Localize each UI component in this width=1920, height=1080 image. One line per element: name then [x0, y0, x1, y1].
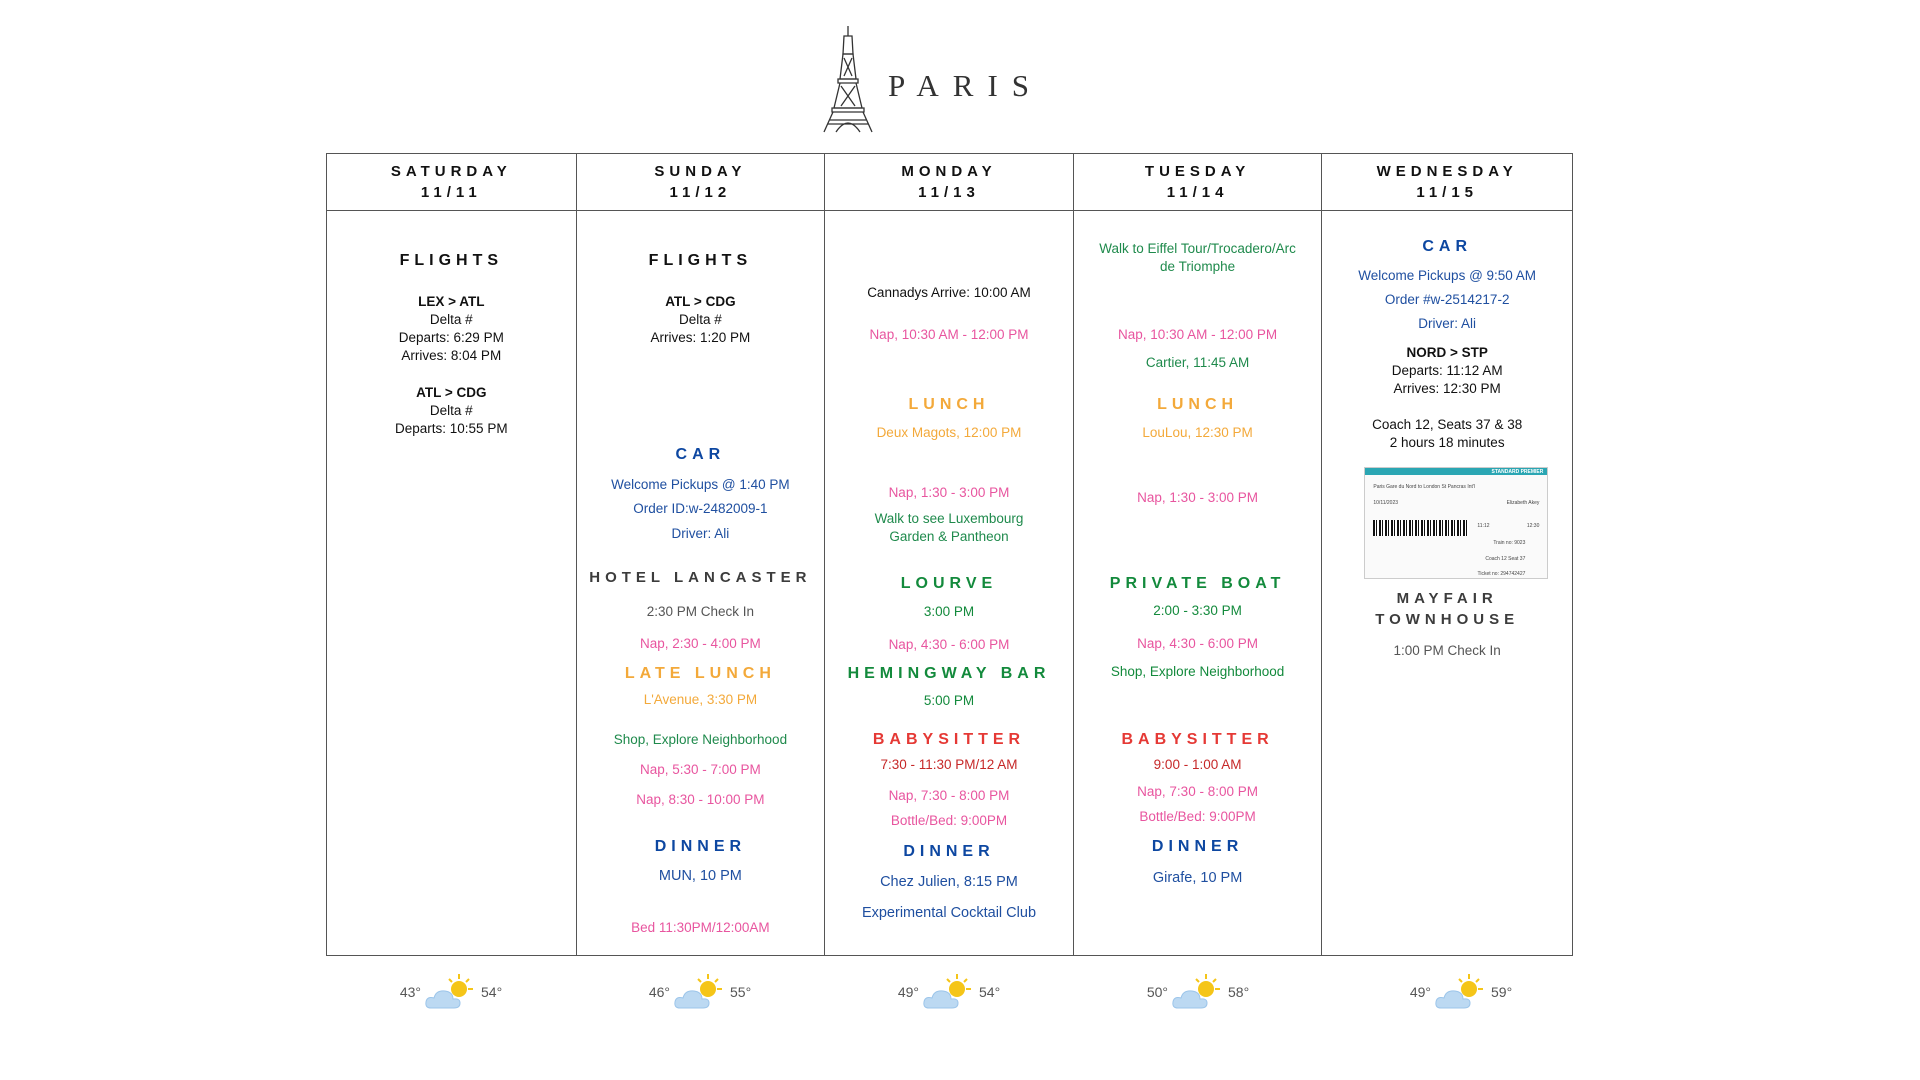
walk-entry: de Triomphe: [1160, 259, 1236, 274]
lunch-heading: LUNCH: [908, 396, 990, 413]
nap-entry: Nap, 10:30 AM - 12:00 PM: [869, 327, 1029, 342]
day-name: TUESDAY: [1144, 163, 1251, 180]
ticket-arr: 12:30: [1526, 523, 1540, 529]
day-header: [825, 154, 1073, 211]
day-column-saturday: [327, 154, 577, 955]
day-name: WEDNESDAY: [1376, 163, 1518, 180]
day-name: MONDAY: [901, 163, 997, 180]
weather-forecast: [1098, 972, 1298, 1012]
nap-entry: Nap, 4:30 - 6:00 PM: [1137, 636, 1258, 651]
train-duration: 2 hours 18 minutes: [1389, 435, 1505, 450]
partly-sunny-icon: [1170, 972, 1226, 1012]
walk-entry: Garden & Pantheon: [889, 529, 1009, 544]
ticket-date: 10/11/2023: [1373, 500, 1399, 506]
late-lunch-heading: LATE LUNCH: [624, 665, 776, 682]
boat-time: 2:00 - 3:30 PM: [1153, 603, 1242, 618]
dinner-heading: DINNER: [654, 838, 747, 855]
weather-high: 58°: [1228, 984, 1250, 1000]
bed-entry: Bed 11:30PM/12:00AM: [631, 920, 770, 935]
activity-entry: Shop, Explore Neighborhood: [1110, 664, 1285, 679]
activity-entry: Shop, Explore Neighborhood: [613, 732, 788, 747]
day-name: SUNDAY: [654, 163, 747, 180]
train-ticket-image: [1364, 467, 1548, 579]
hotel-checkin: 1:00 PM Check In: [1393, 643, 1501, 658]
flight-route: ATL > CDG: [416, 385, 487, 400]
nap-entry: Nap, 2:30 - 4:00 PM: [639, 636, 761, 651]
weather-high: 55°: [730, 984, 752, 1000]
weather-low: 49°: [1409, 984, 1431, 1000]
dinner-heading: DINNER: [903, 843, 995, 860]
lunch-place: LouLou, 12:30 PM: [1142, 425, 1253, 440]
flight-departs: Departs: 6:29 PM: [398, 330, 504, 345]
train-route: NORD > STP: [1406, 345, 1488, 360]
eiffel-tower-icon: [820, 24, 876, 134]
nap-entry: Nap, 4:30 - 6:00 PM: [888, 637, 1010, 652]
train-coach: Coach 12, Seats 37 & 38: [1372, 417, 1523, 432]
nap-entry: Nap, 7:30 - 8:00 PM: [1137, 784, 1258, 799]
ticket-dep: 11:12: [1477, 523, 1490, 529]
weather-low: 50°: [1146, 984, 1168, 1000]
car-heading: CAR: [675, 446, 726, 463]
day-header: [577, 154, 825, 211]
dinner-place: MUN, 10 PM: [658, 868, 742, 884]
weather-forecast: [351, 972, 551, 1012]
hotel-heading: HOTEL LANCASTER: [589, 569, 812, 586]
louvre-time: 3:00 PM: [923, 604, 975, 619]
car-driver: Driver: Ali: [1418, 316, 1477, 331]
bar-time: 5:00 PM: [923, 693, 975, 708]
lunch-place: Deux Magots, 12:00 PM: [876, 425, 1022, 440]
day-date: 11/13: [918, 184, 980, 201]
day-header: [327, 154, 576, 211]
nap-entry: Nap, 7:30 - 8:00 PM: [888, 788, 1010, 803]
ticket-route: Paris Gare du Nord to London St Pancras Int'l: [1373, 484, 1475, 490]
day-date: 11/14: [1166, 184, 1229, 201]
page-title: PARIS: [888, 68, 1044, 103]
weather-high: 54°: [979, 984, 1001, 1000]
flight-carrier: Delta #: [679, 312, 722, 327]
weather-high: 59°: [1491, 984, 1513, 1000]
weather-high: 54°: [481, 984, 503, 1000]
header: [0, 0, 1920, 150]
day-column-sunday: [577, 154, 826, 955]
weather-forecast: [600, 972, 800, 1012]
day-header: [1322, 154, 1572, 211]
car-pickup: Welcome Pickups @ 9:50 AM: [1358, 268, 1537, 283]
ticket-passenger: Elizabeth Akey: [1506, 500, 1540, 506]
partly-sunny-icon: [1433, 972, 1489, 1012]
dinner-place: Chez Julien, 8:15 PM: [880, 874, 1018, 890]
babysitter-heading: BABYSITTER: [1121, 731, 1274, 748]
car-pickup: Welcome Pickups @ 1:40 PM: [611, 477, 790, 492]
flight-departs: Departs: 10:55 PM: [395, 421, 508, 436]
babysitter-time: 7:30 - 11:30 PM/12 AM: [880, 757, 1018, 772]
ticket-number: Ticket no: 294742427: [1477, 571, 1526, 577]
day-column-monday: [825, 154, 1074, 955]
ticket-train: Train no: 9023: [1493, 540, 1526, 546]
weather-low: 43°: [399, 984, 421, 1000]
dinner-heading: DINNER: [1151, 838, 1244, 855]
flights-heading: FLIGHTS: [648, 252, 753, 269]
weather-forecast: [1361, 972, 1561, 1012]
train-departs: Departs: 11:12 AM: [1391, 363, 1503, 378]
flight-carrier: Delta #: [429, 403, 473, 418]
itinerary-grid: [326, 153, 1573, 956]
weather-low: 46°: [648, 984, 670, 1000]
partly-sunny-icon: [921, 972, 977, 1012]
flights-heading: FLIGHTS: [399, 252, 504, 269]
flight-route: LEX > ATL: [418, 294, 485, 309]
day-date: 11/15: [1416, 184, 1479, 201]
lunch-heading: LUNCH: [1157, 396, 1239, 413]
nap-entry: Nap, 1:30 - 3:00 PM: [1137, 490, 1258, 505]
cartier-entry: Cartier, 11:45 AM: [1145, 355, 1250, 370]
louvre-heading: LOURVE: [900, 575, 998, 592]
nap-entry: Nap, 8:30 - 10:00 PM: [636, 792, 765, 807]
day-column-wednesday: [1322, 154, 1572, 955]
day-date: 11/12: [669, 184, 732, 201]
flight-arrives: Arrives: 8:04 PM: [401, 348, 502, 363]
day-column-tuesday: [1074, 154, 1323, 955]
boat-heading: PRIVATE BOAT: [1109, 575, 1286, 592]
partly-sunny-icon: [672, 972, 728, 1012]
babysitter-time: 9:00 - 1:00 AM: [1153, 757, 1242, 772]
car-order: Order #w-2514217-2: [1384, 292, 1510, 307]
dinner-extra: Experimental Cocktail Club: [861, 905, 1037, 921]
flight-carrier: Delta #: [429, 312, 473, 327]
arrival-entry: Cannadys Arrive: 10:00 AM: [867, 285, 1031, 300]
car-heading: CAR: [1422, 238, 1472, 255]
ticket-brand: STANDARD PREMIER: [1491, 469, 1544, 475]
walk-entry: Walk to see Luxembourg: [874, 511, 1024, 526]
flight-arrives: Arrives: 1:20 PM: [650, 330, 751, 345]
barcode-icon: [1373, 520, 1469, 536]
walk-entry: Walk to Eiffel Tour/Trocadero/Arc: [1099, 241, 1296, 256]
day-header: [1074, 154, 1322, 211]
flight-route: ATL > CDG: [665, 294, 736, 309]
day-date: 11/11: [420, 184, 482, 201]
car-order: Order ID:w-2482009-1: [633, 501, 768, 516]
hotel-heading: TOWNHOUSE: [1375, 611, 1520, 628]
bar-heading: HEMINGWAY BAR: [847, 665, 1051, 682]
bottle-entry: Bottle/Bed: 9:00PM: [890, 813, 1008, 828]
weather-low: 49°: [897, 984, 919, 1000]
train-arrives: Arrives: 12:30 PM: [1393, 381, 1501, 396]
nap-entry: Nap, 1:30 - 3:00 PM: [888, 485, 1010, 500]
hotel-heading: MAYFAIR: [1396, 590, 1498, 607]
babysitter-heading: BABYSITTER: [872, 731, 1026, 748]
nap-entry: Nap, 5:30 - 7:00 PM: [639, 762, 761, 777]
hotel-checkin: 2:30 PM Check In: [646, 604, 755, 619]
dinner-place: Girafe, 10 PM: [1152, 870, 1243, 886]
partly-sunny-icon: [423, 972, 479, 1012]
weather-forecast: [849, 972, 1049, 1012]
late-lunch-place: L'Avenue, 3:30 PM: [643, 692, 758, 707]
ticket-coach: Coach 12 Seat 37: [1485, 556, 1526, 562]
bottle-entry: Bottle/Bed: 9:00PM: [1139, 809, 1256, 824]
nap-entry: Nap, 10:30 AM - 12:00 PM: [1118, 327, 1278, 342]
car-driver: Driver: Ali: [671, 526, 730, 541]
day-name: SATURDAY: [390, 163, 512, 180]
